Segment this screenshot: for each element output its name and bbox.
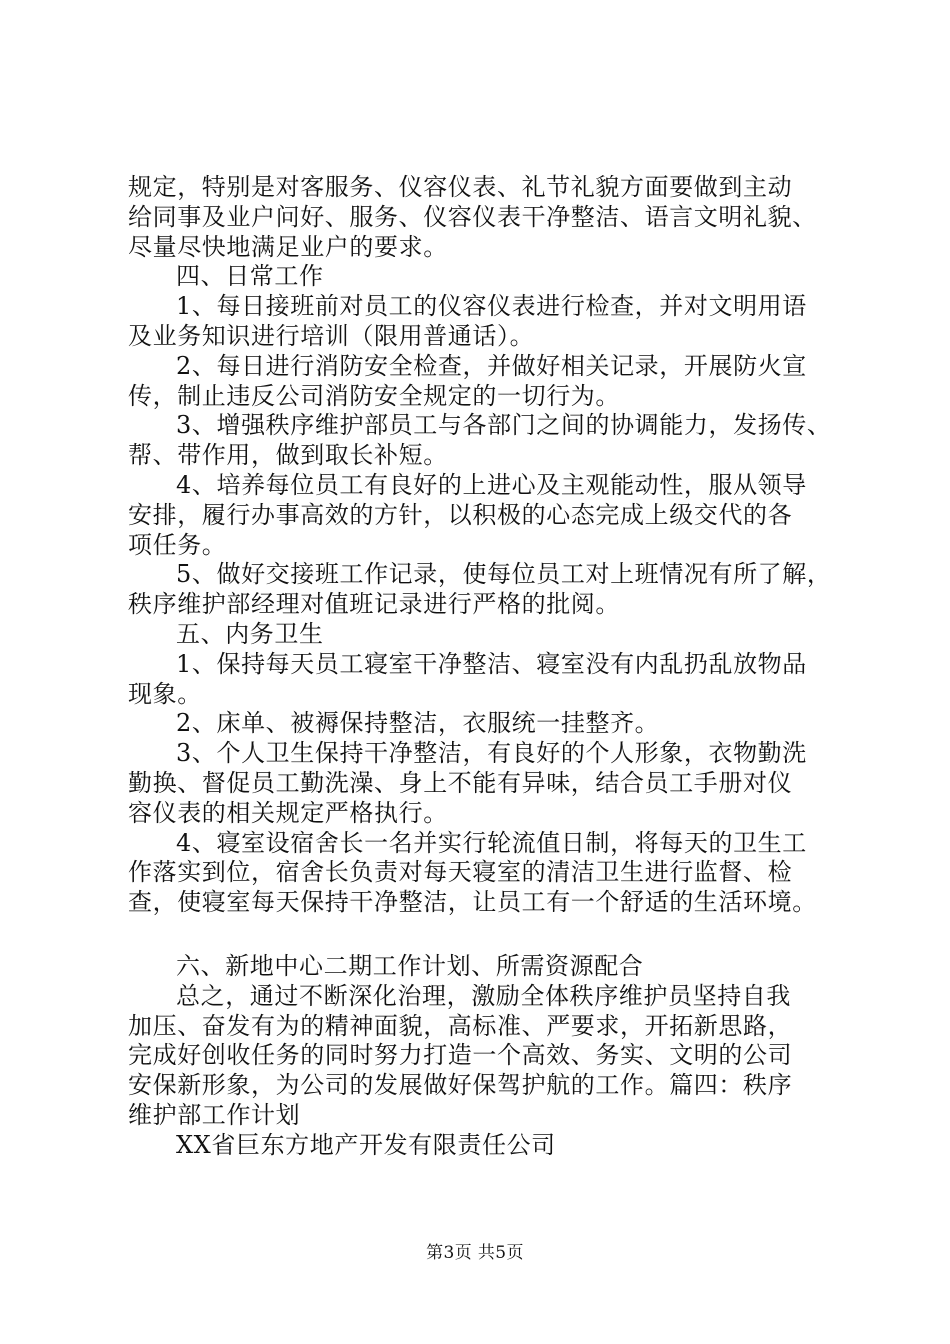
body-line: 安保新形象，为公司的发展做好保驾护航的工作。篇四：秩序 bbox=[128, 1071, 793, 1100]
body-line: 完成好创收任务的同时努力打造一个高效、务实、文明的公司 bbox=[128, 1041, 793, 1070]
document-body bbox=[128, 173, 844, 1161]
body-line: 及业务知识进行培训（限用普通话）。 bbox=[128, 321, 535, 350]
body-line: 2、每日进行消防安全检查，并做好相关记录，开展防火宣 bbox=[176, 351, 807, 380]
body-line: 加压、奋发有为的精神面貌，高标准、严要求，开拓新思路， bbox=[128, 1011, 793, 1040]
body-line: 4、寝室设宿舍长一名并实行轮流值日制，将每天的卫生工 bbox=[176, 828, 807, 857]
body-line: 秩序维护部经理对值班记录进行严格的批阅。 bbox=[128, 590, 620, 619]
body-line: 1、保持每天员工寝室干净整洁、寝室没有内乱扔乱放物品 bbox=[176, 649, 807, 678]
section-heading-daily-work: 四、日常工作 bbox=[176, 262, 324, 291]
body-line: 给同事及业户问好、服务、仪容仪表干净整洁、语言文明礼貌、 bbox=[128, 202, 817, 231]
body-line: 尽量尽快地满足业户的要求。 bbox=[128, 232, 448, 261]
body-line: 项任务。 bbox=[128, 530, 227, 559]
body-line: 3、增强秩序维护部员工与各部门之间的协调能力，发扬传、 bbox=[176, 411, 832, 440]
body-line: 帮、带作用，做到取长补短。 bbox=[128, 441, 448, 470]
page-number-footer: 第3页 共5页 bbox=[426, 1243, 524, 1263]
section-heading-phase-two-plan: 六、新地中心二期工作计划、所需资源配合 bbox=[176, 951, 644, 980]
body-line: 3、个人卫生保持干净整洁，有良好的个人形象，衣物勤洗 bbox=[176, 739, 807, 768]
body-line: 查，使寝室每天保持干净整洁，让员工有一个舒适的生活环境。 bbox=[128, 888, 817, 917]
section-heading-internal-hygiene: 五、内务卫生 bbox=[176, 619, 324, 648]
body-line: 勤换、督促员工勤洗澡、身上不能有异味，结合员工手册对仪 bbox=[128, 768, 793, 797]
body-line: 2、床单、被褥保持整洁，衣服统一挂整齐。 bbox=[176, 709, 660, 738]
body-line: 4、培养每位员工有良好的上进心及主观能动性，服从领导 bbox=[176, 470, 807, 499]
body-line: 总之，通过不断深化治理，激励全体秩序维护员坚持自我 bbox=[176, 981, 791, 1010]
body-line: 规定，特别是对客服务、仪容仪表、礼节礼貌方面要做到主动 bbox=[128, 173, 793, 201]
body-line: 现象。 bbox=[128, 679, 202, 708]
body-line: 维护部工作计划 bbox=[128, 1100, 301, 1129]
body-line: 1、每日接班前对员工的仪容仪表进行检查，并对文明用语 bbox=[176, 292, 807, 321]
body-line: 安排，履行办事高效的方针，以积极的心态完成上级交代的各 bbox=[128, 500, 793, 529]
body-line: 容仪表的相关规定严格执行。 bbox=[128, 798, 448, 827]
body-line: 作落实到位，宿舍长负责对每天寝室的清洁卫生进行监督、检 bbox=[128, 858, 793, 887]
company-name-line: XX省巨东方地产开发有限责任公司 bbox=[176, 1130, 556, 1159]
body-line: 5、做好交接班工作记录，使每位员工对上班情况有所了解， bbox=[176, 560, 832, 589]
body-line: 传，制止违反公司消防安全规定的一切行为。 bbox=[128, 381, 620, 410]
